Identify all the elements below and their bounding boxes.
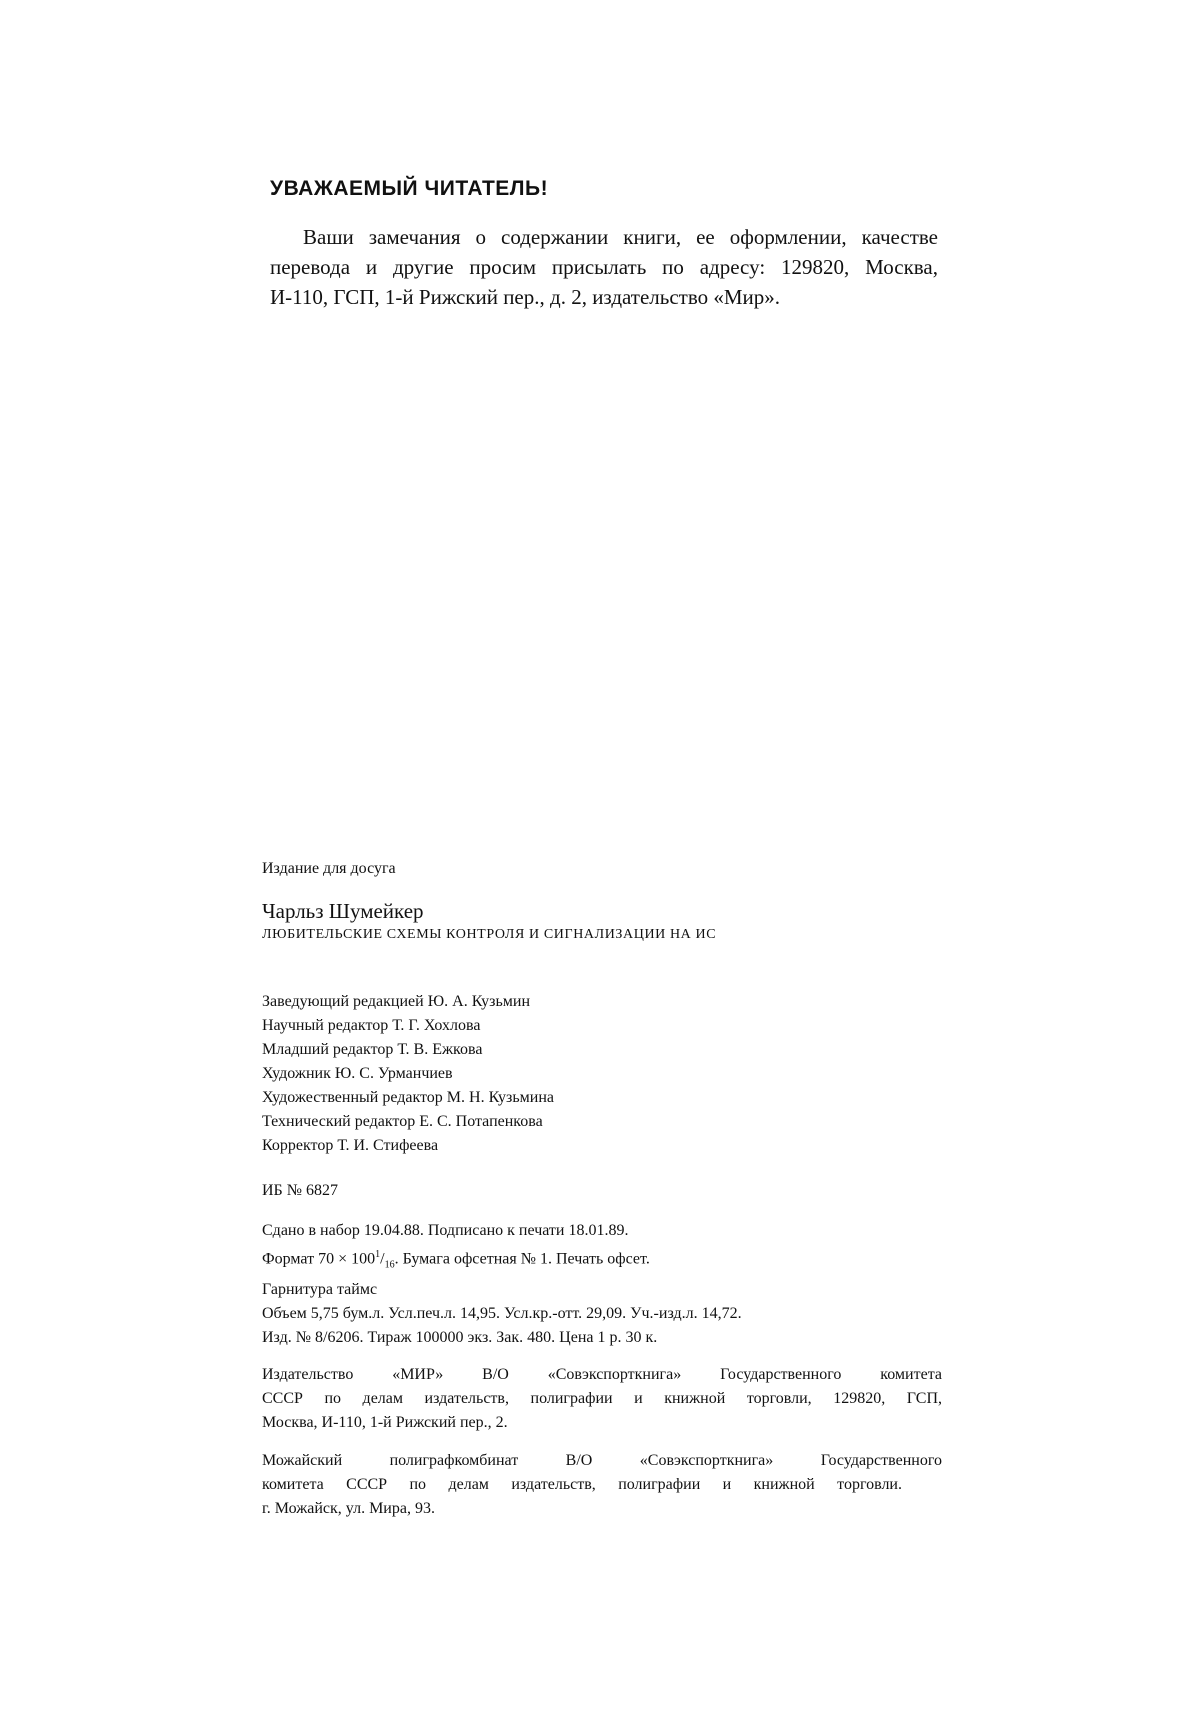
publisher-line: Москва, И-110, 1-й Рижский пер., 2. [262,1413,508,1431]
edition-type: Издание для досуга [262,860,396,877]
format-sup: 1 [375,1249,381,1260]
staff-line: Заведующий редакцией Ю. А. Кузьмин [262,993,531,1010]
printer-line: г. Можайск, ул. Мира, 93. [262,1499,435,1517]
imprint-block [262,858,942,1521]
typesetting-dates: Сдано в набор 19.04.88. Подписано к печати 18.01.89. [262,1222,629,1239]
ib-number: ИБ № 6827 [262,1182,339,1199]
format-suffix: . Бумага офсетная № 1. Печать офсет. [394,1250,650,1268]
author-name: Чарльз Шумейкер [262,899,424,923]
technical-details [262,1219,942,1350]
staff-line: Корректор Т. И. Стифеева [262,1137,439,1154]
publisher-line: Издательство «МИР» В/О «Совэкспорткнига» Государственного комитета [262,1365,942,1383]
reader-notice-line: перевода и другие просим присылать по адресу: 129820, Москва, [270,255,938,279]
format-line: Формат $70 \times 100^1/_{16}$. Бумага офсетная № 1. Печать офсет. [262,1249,650,1271]
book-title: ЛЮБИТЕЛЬСКИЕ СХЕМЫ КОНТРОЛЯ И СИГНАЛИЗАЦИИ НА ИС [262,927,717,942]
staff-line: Младший редактор Т. В. Ежкова [262,1041,483,1058]
staff-line: Научный редактор Т. Г. Хохлова [262,1017,481,1034]
staff-line: Технический редактор Е. С. Потапенкова [262,1113,543,1130]
print-run-line: Изд. № 8/6206. Тираж 100000 экз. Зак. 480. Цена 1 р. 30 к. [262,1328,658,1346]
reader-notice-line: И-110, ГСП, 1-й Рижский пер., д. 2, издательство «Мир». [270,285,781,309]
staff-list [262,990,942,1158]
format-prefix: Формат 70 × 100 [262,1250,376,1268]
volume-line: Объем 5,75 бум.л. Усл.печ.л. 14,95. Усл.кр.-отт. 29,09. Уч.-изд.л. 14,72. [262,1304,742,1322]
reader-notice-title: УВАЖАЕМЫЙ ЧИТАТЕЛЬ! [270,177,549,200]
printer-line: Можайский полиграфкомбинат В/О «Совэкспорткнига» Государственного [262,1451,942,1469]
printer-info [262,1449,942,1521]
printer-line: комитета СССР по делам издательств, полиграфии и книжной торговли. [262,1475,902,1493]
staff-line: Художник Ю. С. Урманчиев [262,1065,453,1082]
typeface-line: Гарнитура таймс [262,1280,378,1298]
publisher-info [262,1363,942,1435]
publisher-line: СССР по делам издательств, полиграфии и книжной торговли, 129820, ГСП, [262,1389,942,1407]
format-sub: 16 [384,1259,395,1271]
reader-notice-body [270,222,938,312]
reader-notice-line: Ваши замечания о содержании книги, ее оформлении, качестве [303,225,938,249]
staff-line: Художественный редактор М. Н. Кузьмина [262,1089,555,1106]
